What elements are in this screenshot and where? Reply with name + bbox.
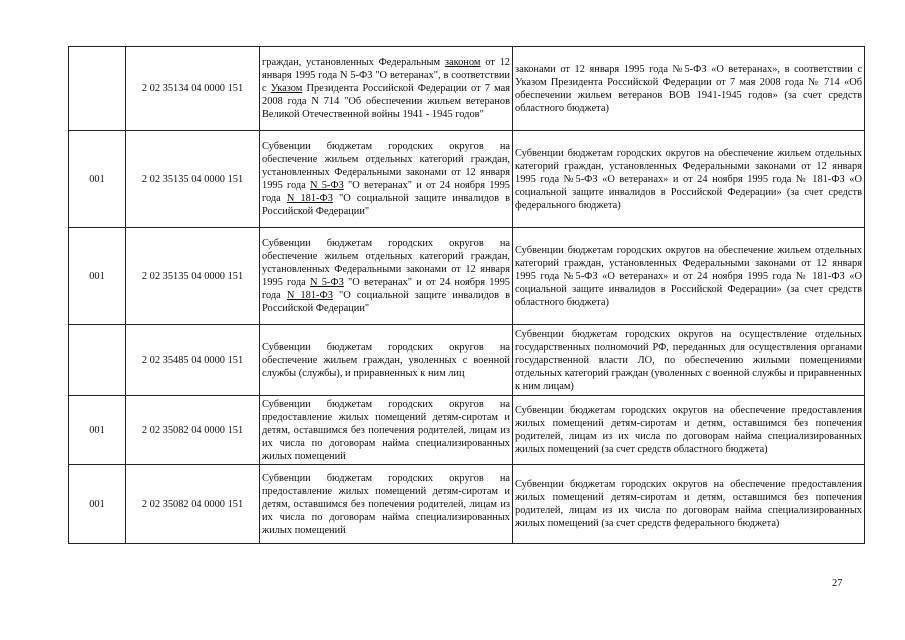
row-description: Субвенции бюджетам городских округов на обеспечение жильем отдельных категорий граждан, установленных Федеральными законами от 12 января 1995 года №5-ФЗ «О ветеранах» и от 24 ноября 1995 года № 181-ФЗ «О социальной защите инвалидов в Российской Федерации» (за счет средств областного бюджета) bbox=[513, 228, 865, 325]
table-row bbox=[69, 396, 865, 465]
row-name: Субвенции бюджетам городских округов на обеспечение жильем граждан, уволенных с военной службы (службы), и приравненных к ним лиц bbox=[260, 325, 513, 396]
row-name: Субвенции бюджетам городских округов на обеспечение жильем отдельных категорий граждан, установленных Федеральными законами от 12 января 1995 года N 5-ФЗ "О ветеранах" и от 24 ноября 1995 года N 181-ФЗ "О социальной защите инвалидов в Российской Федерации" bbox=[260, 131, 513, 228]
row-name: граждан, установленных Федеральным законом от 12 января 1995 года N 5-ФЗ "О ветеранах", в соответствии с Указом Президента Российской Федерации от 7 мая 2008 года N 714 "Об обеспечении жильем ветеранов Великой Отечественной войны 1941 - 1945 годов" bbox=[260, 47, 513, 131]
law-link[interactable]: N 181-ФЗ bbox=[286, 290, 333, 301]
row-kbk: 2 02 35485 04 0000 151 bbox=[126, 325, 260, 396]
law-link[interactable]: N 181-ФЗ bbox=[286, 193, 333, 204]
row-code bbox=[69, 325, 126, 396]
row-description: Субвенции бюджетам городских округов на обеспечение предоставления жилых помещений детям-сиротам и детям, оставшимся без попечения родителей, лицам из их числа по договорам найма специализированных жилых помещений (за счет средств областного бюджета) bbox=[513, 396, 865, 465]
row-name: Субвенции бюджетам городских округов на предоставление жилых помещений детям-сиротам и детям, оставшимся без попечения родителей, лицам из их числа по договорам найма специализированных жилых помещений bbox=[260, 396, 513, 465]
row-description: Субвенции бюджетам городских округов на обеспечение жильем отдельных категорий граждан, установленных Федеральными законами от 12 января 1995 года №5-ФЗ «О ветеранах» и от 24 ноября 1995 года № 181-ФЗ «О социальной защите инвалидов в Российской Федерации» (за счет средств федерального бюджета) bbox=[513, 131, 865, 228]
row-kbk: 2 02 35134 04 0000 151 bbox=[126, 47, 260, 131]
row-description: законами от 12 января 1995 года №5-ФЗ «О ветеранах», в соответствии с Указом Президента Российской Федерации от 7 мая 2008 года № 714 «Об обеспечении жильем ветеранов ВОВ 1941-1945 годов» (за счет средств областного бюджета) bbox=[513, 47, 865, 131]
budget-table bbox=[68, 46, 865, 544]
row-code bbox=[69, 47, 126, 131]
table-row bbox=[69, 47, 865, 131]
row-kbk: 2 02 35135 04 0000 151 bbox=[126, 131, 260, 228]
row-kbk: 2 02 35082 04 0000 151 bbox=[126, 465, 260, 544]
row-description: Субвенции бюджетам городских округов на обеспечение предоставления жилых помещений детям-сиротам и детям, оставшимся без попечения родителей, лицам из их числа по договорам найма специализированных жилых помещений (за счет средств федерального бюджета) bbox=[513, 465, 865, 544]
law-link[interactable]: N 5-ФЗ bbox=[310, 180, 344, 191]
page-number: 27 bbox=[832, 578, 843, 589]
law-link[interactable]: законом bbox=[444, 57, 481, 68]
table-row bbox=[69, 465, 865, 544]
row-code: 001 bbox=[69, 228, 126, 325]
table-row bbox=[69, 131, 865, 228]
row-name: Субвенции бюджетам городских округов на предоставление жилых помещений детям-сиротам и детям, оставшимся без попечения родителей, лицам из их числа по договорам найма специализированных жилых помещений bbox=[260, 465, 513, 544]
row-code: 001 bbox=[69, 396, 126, 465]
table-row bbox=[69, 325, 865, 396]
row-description: Субвенции бюджетам городских округов на осуществление отдельных государственных полномочий РФ, переданных для осуществления органами государственной власти ЛО, по обеспечению жилыми помещениями отдельных категорий граждан (уволенных с военной службы и приравненных к ним лицам) bbox=[513, 325, 865, 396]
row-kbk: 2 02 35082 04 0000 151 bbox=[126, 396, 260, 465]
law-link[interactable]: Указом bbox=[270, 83, 303, 94]
table-row bbox=[69, 228, 865, 325]
row-code: 001 bbox=[69, 131, 126, 228]
law-link[interactable]: N 5-ФЗ bbox=[310, 277, 344, 288]
row-kbk: 2 02 35135 04 0000 151 bbox=[126, 228, 260, 325]
row-code: 001 bbox=[69, 465, 126, 544]
row-name: Субвенции бюджетам городских округов на обеспечение жильем отдельных категорий граждан, установленных Федеральными законами от 12 января 1995 года N 5-ФЗ "О ветеранах" и от 24 ноября 1995 года N 181-ФЗ "О социальной защите инвалидов в Российской Федерации" bbox=[260, 228, 513, 325]
